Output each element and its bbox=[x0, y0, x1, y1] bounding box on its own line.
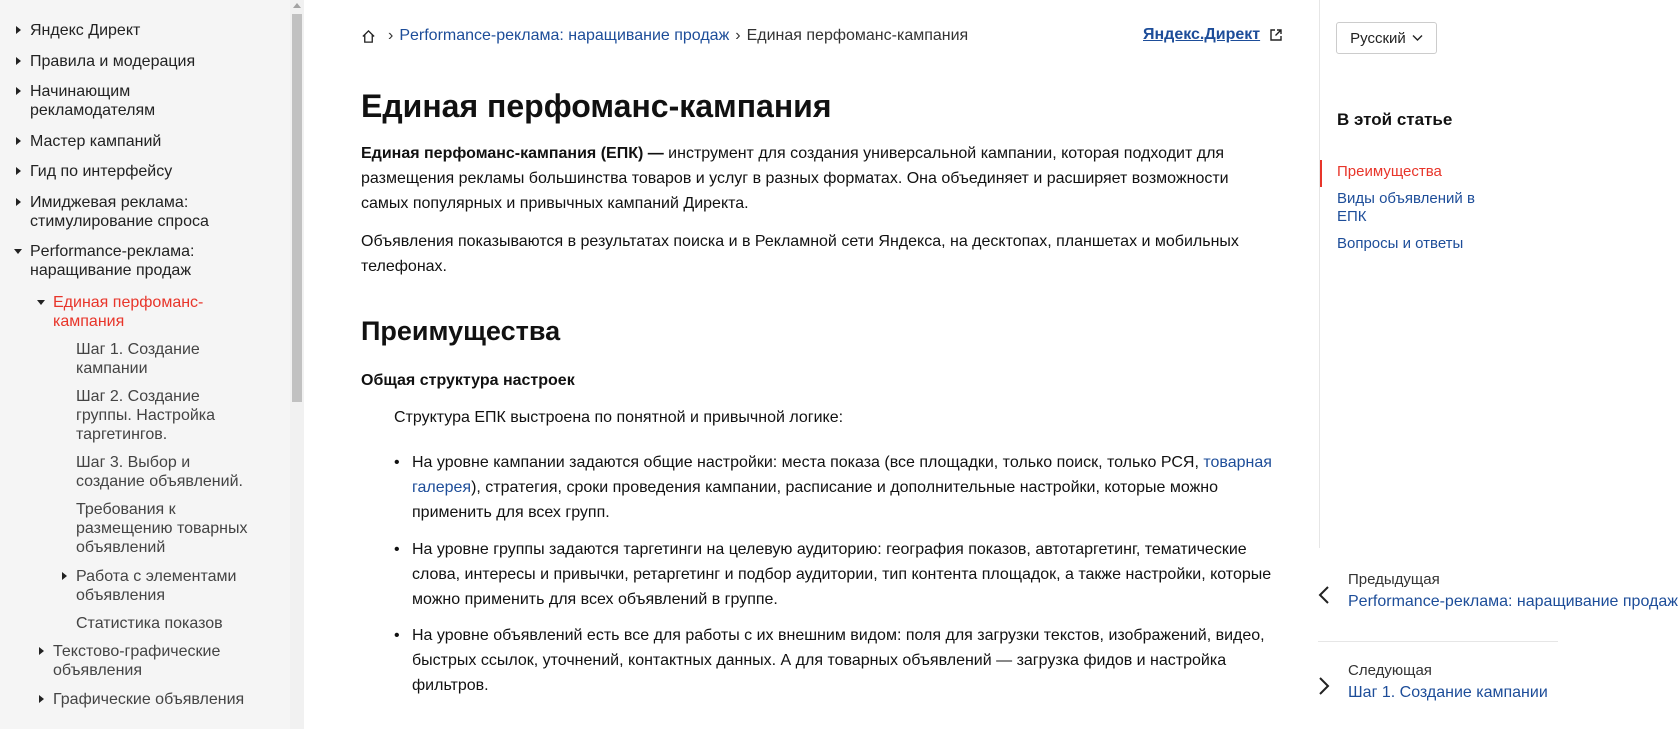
caret-down-icon bbox=[14, 249, 22, 254]
sidebar-item-label: Performance-реклама: наращивание продаж bbox=[30, 243, 195, 279]
sidebar-scrollbar[interactable] bbox=[290, 0, 304, 729]
sidebar-item-step-1[interactable] bbox=[76, 340, 226, 378]
toc-item-ad-types[interactable] bbox=[1320, 190, 1490, 226]
sidebar-item-label: Текстово-графические объявления bbox=[53, 643, 221, 679]
caret-right-icon bbox=[39, 695, 44, 703]
yandex-direct-link-label: Яндекс.Директ bbox=[1143, 26, 1261, 43]
subsection-title: Общая структура настроек bbox=[361, 372, 575, 389]
sidebar-item-label: Работа с элементами объявления bbox=[76, 568, 237, 604]
list-item-campaign-level bbox=[394, 450, 1284, 525]
toc-item-label: Преимущества bbox=[1337, 163, 1442, 180]
sidebar-item-label: Имиджевая реклама: стимулирование спроса bbox=[30, 194, 209, 230]
chevron-down-icon bbox=[1412, 34, 1423, 42]
sidebar-item-interface-guide[interactable] bbox=[30, 162, 280, 181]
sidebar-item-label: Графические объявления bbox=[53, 691, 245, 708]
language-select[interactable] bbox=[1336, 22, 1437, 54]
sidebar-item-unified-performance-campaign[interactable] bbox=[53, 293, 223, 331]
list-item-text: На уровне кампании задаются общие настройки: места показа (все площадки, только поиск, только РСЯ, bbox=[412, 454, 1204, 471]
home-icon[interactable] bbox=[361, 29, 376, 44]
sidebar-item-label: Шаг 2. Создание группы. Настройка таргетингов. bbox=[76, 388, 216, 443]
caret-right-icon bbox=[16, 167, 21, 175]
sidebar-item-image-advertising[interactable] bbox=[30, 193, 230, 231]
sidebar-item-label: Статистика показов bbox=[76, 615, 223, 632]
sidebar-item-impression-stats[interactable] bbox=[76, 614, 276, 633]
sidebar-item-label: Шаг 1. Создание кампании bbox=[76, 341, 200, 377]
sidebar-item-step-3[interactable] bbox=[76, 453, 256, 491]
breadcrumb-separator-icon: › bbox=[388, 27, 394, 44]
sidebar-item-label: Гид по интерфейсу bbox=[30, 163, 173, 180]
caret-right-icon bbox=[16, 57, 21, 65]
sidebar-item-product-ad-requirements[interactable] bbox=[76, 500, 256, 557]
pager-previous[interactable] bbox=[1318, 568, 1678, 618]
sidebar-item-label: Мастер кампаний bbox=[30, 133, 162, 150]
sidebar-item-yandex-direct[interactable] bbox=[30, 21, 280, 40]
breadcrumb-parent-link[interactable]: Performance-реклама: наращивание продаж bbox=[399, 27, 730, 44]
placement-paragraph: Объявления показываются в результатах поиска и в Рекламной сети Яндекса, на десктопах, планшетах и мобильных телефонах. bbox=[361, 233, 1239, 275]
yandex-direct-link[interactable] bbox=[1143, 26, 1283, 44]
breadcrumb bbox=[361, 26, 968, 46]
sidebar-item-label: Единая перфоманс-кампания bbox=[53, 294, 204, 330]
sidebar-item-label: Яндекс Директ bbox=[30, 22, 141, 39]
external-link-icon bbox=[1269, 28, 1283, 42]
product-gallery-link[interactable]: товарная галерея bbox=[412, 454, 1272, 496]
section-title-advantages: Преимущества bbox=[361, 316, 561, 346]
pager-previous-label: Предыдущая bbox=[1348, 571, 1440, 588]
caret-down-icon bbox=[37, 300, 45, 305]
sidebar-item-ad-elements[interactable] bbox=[76, 567, 256, 605]
sidebar-item-graphic-ads[interactable] bbox=[53, 690, 273, 709]
intro-paragraph bbox=[361, 141, 1271, 216]
chevron-left-icon bbox=[1318, 585, 1330, 605]
list-item-text: На уровне объявлений есть все для работы с их внешним видом: поля для загрузки текстов, изображений, видео, быстрых ссылок, уточнений, контактных данных. А для товарных объявлений — загрузка фидов и настройка фильтров. bbox=[412, 627, 1265, 694]
list-item-group-level bbox=[394, 537, 1284, 612]
toc-item-label: Вопросы и ответы bbox=[1337, 235, 1464, 252]
list-item-text: На уровне группы задаются таргетинги на целевую аудиторию: география показов, автотаргетинг, тематические слова, интересы и привычки, ретаргетинг и подбор аудитории, тип контента площадок, а также настройки, которые можно применить для всех объявлений в группе. bbox=[412, 541, 1272, 608]
sidebar-item-label: Начинающим рекламодателям bbox=[30, 83, 156, 119]
pager-next-label: Следующая bbox=[1348, 662, 1432, 679]
caret-right-icon bbox=[16, 87, 21, 95]
sidebar-item-campaign-master[interactable] bbox=[30, 132, 280, 151]
toc-item-advantages[interactable] bbox=[1320, 160, 1520, 187]
toc-item-label: Виды объявлений в ЕПК bbox=[1337, 190, 1475, 225]
sidebar-item-text-graphic-ads[interactable] bbox=[53, 642, 253, 680]
sidebar-item-rules-moderation[interactable] bbox=[30, 52, 280, 71]
sidebar-item-beginners[interactable] bbox=[30, 82, 180, 120]
caret-right-icon bbox=[16, 198, 21, 206]
caret-right-icon bbox=[39, 647, 44, 655]
sidebar-nav bbox=[0, 0, 304, 729]
sidebar-item-performance-advertising[interactable] bbox=[30, 242, 230, 280]
breadcrumb-separator-icon: › bbox=[735, 27, 741, 44]
list-item-text: ), стратегия, сроки проведения кампании, расписание и дополнительные настройки, которые можно применить для всех групп. bbox=[412, 479, 1218, 521]
pager-next-title: Шаг 1. Создание кампании bbox=[1348, 684, 1548, 701]
sidebar-item-label: Требования к размещению товарных объявлений bbox=[76, 501, 248, 556]
pager-previous-title: Performance-реклама: наращивание продаж bbox=[1348, 593, 1678, 610]
page-title: Единая перфоманс-кампания bbox=[361, 88, 832, 124]
structure-text: Структура ЕПК выстроена по понятной и привычной логике: bbox=[394, 409, 844, 426]
sidebar-item-label: Шаг 3. Выбор и создание объявлений. bbox=[76, 454, 243, 490]
caret-right-icon bbox=[16, 137, 21, 145]
intro-text: инструмент для создания универсальной кампании, которая подходит для размещения рекламы большинства товаров и услуг в разных форматах. Она объединяет и расширяет возможности самых популярных и привычных кампаний Директа. bbox=[361, 145, 1229, 212]
toc-title: В этой статье bbox=[1337, 110, 1453, 129]
list-item-ad-level bbox=[394, 623, 1284, 698]
language-selected: Русский bbox=[1350, 29, 1406, 47]
pager-divider bbox=[1318, 641, 1558, 642]
caret-right-icon bbox=[62, 572, 67, 580]
breadcrumb-current: Единая перфоманс-кампания bbox=[746, 27, 969, 44]
caret-right-icon bbox=[16, 26, 21, 34]
sidebar-scroll-thumb[interactable] bbox=[292, 14, 302, 402]
right-column-divider bbox=[1319, 0, 1320, 548]
pager-next[interactable] bbox=[1318, 659, 1558, 709]
intro-bold: Единая перфоманс-кампания (ЕПК) — bbox=[361, 145, 664, 162]
sidebar-item-label: Правила и модерация bbox=[30, 53, 196, 70]
chevron-right-icon bbox=[1318, 676, 1330, 696]
sidebar-item-step-2[interactable] bbox=[76, 387, 241, 444]
scroll-up-arrow-icon[interactable] bbox=[293, 3, 301, 8]
toc-item-faq[interactable] bbox=[1320, 235, 1520, 253]
